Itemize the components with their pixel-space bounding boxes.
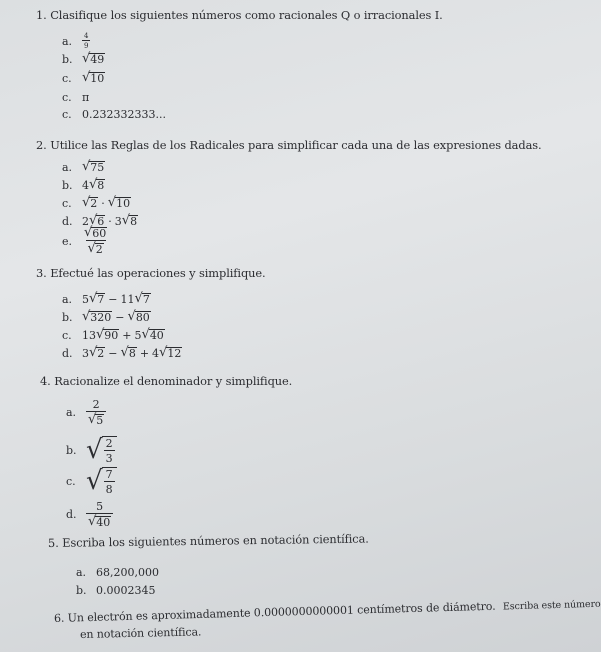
item-label: c. — [62, 71, 72, 85]
q1-item-c — [62, 71, 105, 85]
q3-item-c — [62, 328, 165, 342]
question-6-line-1: 6. Un electrón es aproximadamente 0.0000000000001 centímetros de diámetro. Escriba este número — [53, 598, 601, 625]
q3-item-b — [62, 310, 151, 324]
item-label: d. — [62, 214, 73, 228]
q2-item-b — [62, 178, 105, 192]
item-label: b. — [76, 584, 87, 597]
item-label: b. — [62, 52, 73, 66]
expression: 4 √ 8 — [82, 177, 105, 192]
q4-item-b — [66, 436, 117, 465]
expression: 3 √ 2 − √ 8 + 4 √ 12 — [82, 345, 182, 360]
fraction: $\frac{4}{9}$ — [84, 32, 89, 50]
item-label: b. — [62, 310, 73, 324]
square-root: √ 10 — [82, 70, 105, 85]
q3-item-d — [62, 346, 182, 360]
fraction: 2 √ 5 — [86, 398, 106, 427]
q2-item-e — [62, 226, 109, 256]
item-label: a. — [62, 160, 73, 174]
question-4-title: 4. Racionalize el denominador y simplifique. — [40, 374, 293, 388]
q1-item-a — [62, 32, 90, 50]
item-label: c. — [66, 475, 76, 488]
item-label: a. — [66, 406, 77, 419]
decimal-number: 0.232332333... — [82, 108, 166, 121]
q4-item-d — [66, 500, 113, 529]
q4-item-c — [66, 467, 117, 496]
expression: 2 √ 6 · 3 √ 8 — [82, 213, 138, 228]
q4-item-a — [66, 398, 106, 427]
item-label: a. — [76, 566, 87, 579]
item-label: c. — [62, 91, 72, 104]
question-3-title: 3. Efectué las operaciones y simplifique. — [36, 266, 266, 280]
q2-item-c — [62, 196, 131, 210]
square-root: √ 75 — [82, 159, 105, 174]
number: 0.0002345 — [96, 584, 156, 597]
item-label: b. — [62, 178, 73, 192]
expression: 13 √ 90 + 5 √ 40 — [82, 327, 164, 342]
fraction: 5 √ 40 — [86, 500, 113, 529]
item-label: d. — [66, 508, 77, 521]
item-label: c. — [62, 328, 72, 342]
q5-item-a — [76, 566, 159, 579]
fraction: √ 60 √ 2 — [84, 225, 107, 256]
square-root: √ $\frac{7}{8}$ — [86, 467, 117, 496]
item-label: c. — [62, 108, 72, 121]
item-label: d. — [62, 346, 73, 360]
square-root: √ 49 — [82, 51, 105, 66]
square-root: √ $\frac{2}{3}$ — [86, 436, 117, 465]
item-label: a. — [62, 34, 73, 48]
question-2-title: 2. Utilice las Reglas de los Radicales para simplificar cada una de las expresiones dadas. — [36, 138, 542, 152]
question-6-line-2: en notación científica. — [79, 625, 202, 641]
q2-item-a — [62, 160, 105, 174]
item-label: c. — [62, 196, 72, 210]
q1-item-b — [62, 52, 105, 66]
expression: √ 320 − √ 80 — [82, 309, 150, 324]
q1-item-d — [62, 91, 89, 104]
number: 68,200,000 — [96, 566, 159, 579]
question-5-title: 5. Escriba los siguientes números en notación científica. — [47, 531, 369, 550]
q1-item-e — [62, 108, 166, 121]
expression: √ 2 · √ 10 — [82, 195, 131, 210]
item-label: e. — [62, 234, 73, 248]
q5-item-b — [76, 584, 156, 597]
item-label: b. — [66, 444, 77, 457]
question-1-title: 1. Clasifique los siguientes números como racionales Q o irracionales I. — [36, 8, 443, 22]
expression: 5 √ 7 − 11 √ 7 — [82, 291, 150, 306]
item-label: a. — [62, 292, 73, 306]
q3-item-a — [62, 292, 151, 306]
pi-symbol: π — [82, 91, 90, 104]
